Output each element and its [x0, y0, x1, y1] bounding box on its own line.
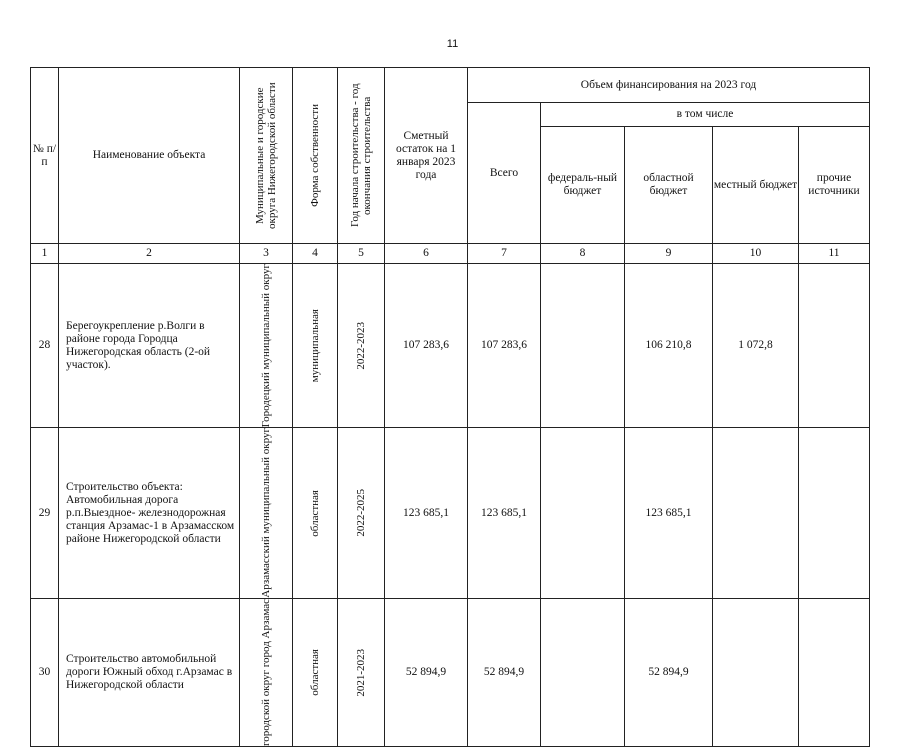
row-name: Берегоукрепление р.Волги в районе города Городца Нижегородская область (2-ой участок).: [59, 264, 240, 428]
header-other: прочие источники: [799, 127, 870, 244]
row-total: 123 685,1: [468, 428, 541, 599]
row-regional: 106 210,8: [625, 264, 713, 428]
funding-table: [30, 67, 870, 747]
row-local: 1 072,8: [713, 264, 799, 428]
header-ownership: Форма собственности: [293, 68, 338, 244]
column-number: 2: [59, 244, 240, 264]
table-row: [31, 264, 870, 428]
row-regional: 52 894,9: [625, 599, 713, 747]
row-federal: [541, 264, 625, 428]
row-total: 52 894,9: [468, 599, 541, 747]
row-other: [799, 264, 870, 428]
row-total: 107 283,6: [468, 264, 541, 428]
row-num: 28: [31, 264, 59, 428]
row-name: Строительство автомобильной дороги Южный обход г.Арзамас в Нижегородской области: [59, 599, 240, 747]
row-district: городской округ город Арзамас: [240, 599, 293, 747]
row-ownership: муниципальная: [293, 264, 338, 428]
row-name: Строительство объекта: Автомобильная дорога р.п.Выездное- железнодорожная станция Арзамас-1 в Арзамасском районе Нижегородской области: [59, 428, 240, 599]
header-regional: областной бюджет: [625, 127, 713, 244]
row-local: [713, 428, 799, 599]
column-number: 5: [338, 244, 385, 264]
row-num: 29: [31, 428, 59, 599]
header-name: Наименование объекта: [59, 68, 240, 244]
row-ownership: областная: [293, 428, 338, 599]
column-number: 6: [385, 244, 468, 264]
column-number: 1: [31, 244, 59, 264]
row-local: [713, 599, 799, 747]
header-federal: федераль-ный бюджет: [541, 127, 625, 244]
row-district: Городецкий муниципальный округ: [240, 264, 293, 428]
column-number: 7: [468, 244, 541, 264]
header-including-group: в том числе: [541, 103, 870, 127]
column-number: 11: [799, 244, 870, 264]
column-number-row: [31, 244, 870, 264]
table-row: [31, 599, 870, 747]
header-funding-group: Объем финансирования на 2023 год: [468, 68, 870, 103]
column-number: 4: [293, 244, 338, 264]
row-other: [799, 599, 870, 747]
column-number: 10: [713, 244, 799, 264]
header-num: № п/п: [31, 68, 59, 244]
header-district: Муниципальные и городские округа Нижегородской области: [240, 68, 293, 244]
table-row: [31, 428, 870, 599]
header-local: местный бюджет: [713, 127, 799, 244]
row-federal: [541, 428, 625, 599]
row-other: [799, 428, 870, 599]
header-estimate: Сметный остаток на 1 января 2023 года: [385, 68, 468, 244]
column-number: 8: [541, 244, 625, 264]
column-number: 9: [625, 244, 713, 264]
row-years: 2022-2025: [338, 428, 385, 599]
row-district: Арзамасский муниципальный округ: [240, 428, 293, 599]
row-years: 2021-2023: [338, 599, 385, 747]
page-number: 11: [446, 38, 459, 50]
row-years: 2022-2023: [338, 264, 385, 428]
header-row-1: [31, 68, 870, 103]
header-total: Всего: [468, 103, 541, 244]
row-estimate: 123 685,1: [385, 428, 468, 599]
row-federal: [541, 599, 625, 747]
row-num: 30: [31, 599, 59, 747]
column-number: 3: [240, 244, 293, 264]
header-years: Год начала строительства - год окончания строительства: [338, 68, 385, 244]
row-ownership: областная: [293, 599, 338, 747]
row-estimate: 52 894,9: [385, 599, 468, 747]
row-estimate: 107 283,6: [385, 264, 468, 428]
row-regional: 123 685,1: [625, 428, 713, 599]
